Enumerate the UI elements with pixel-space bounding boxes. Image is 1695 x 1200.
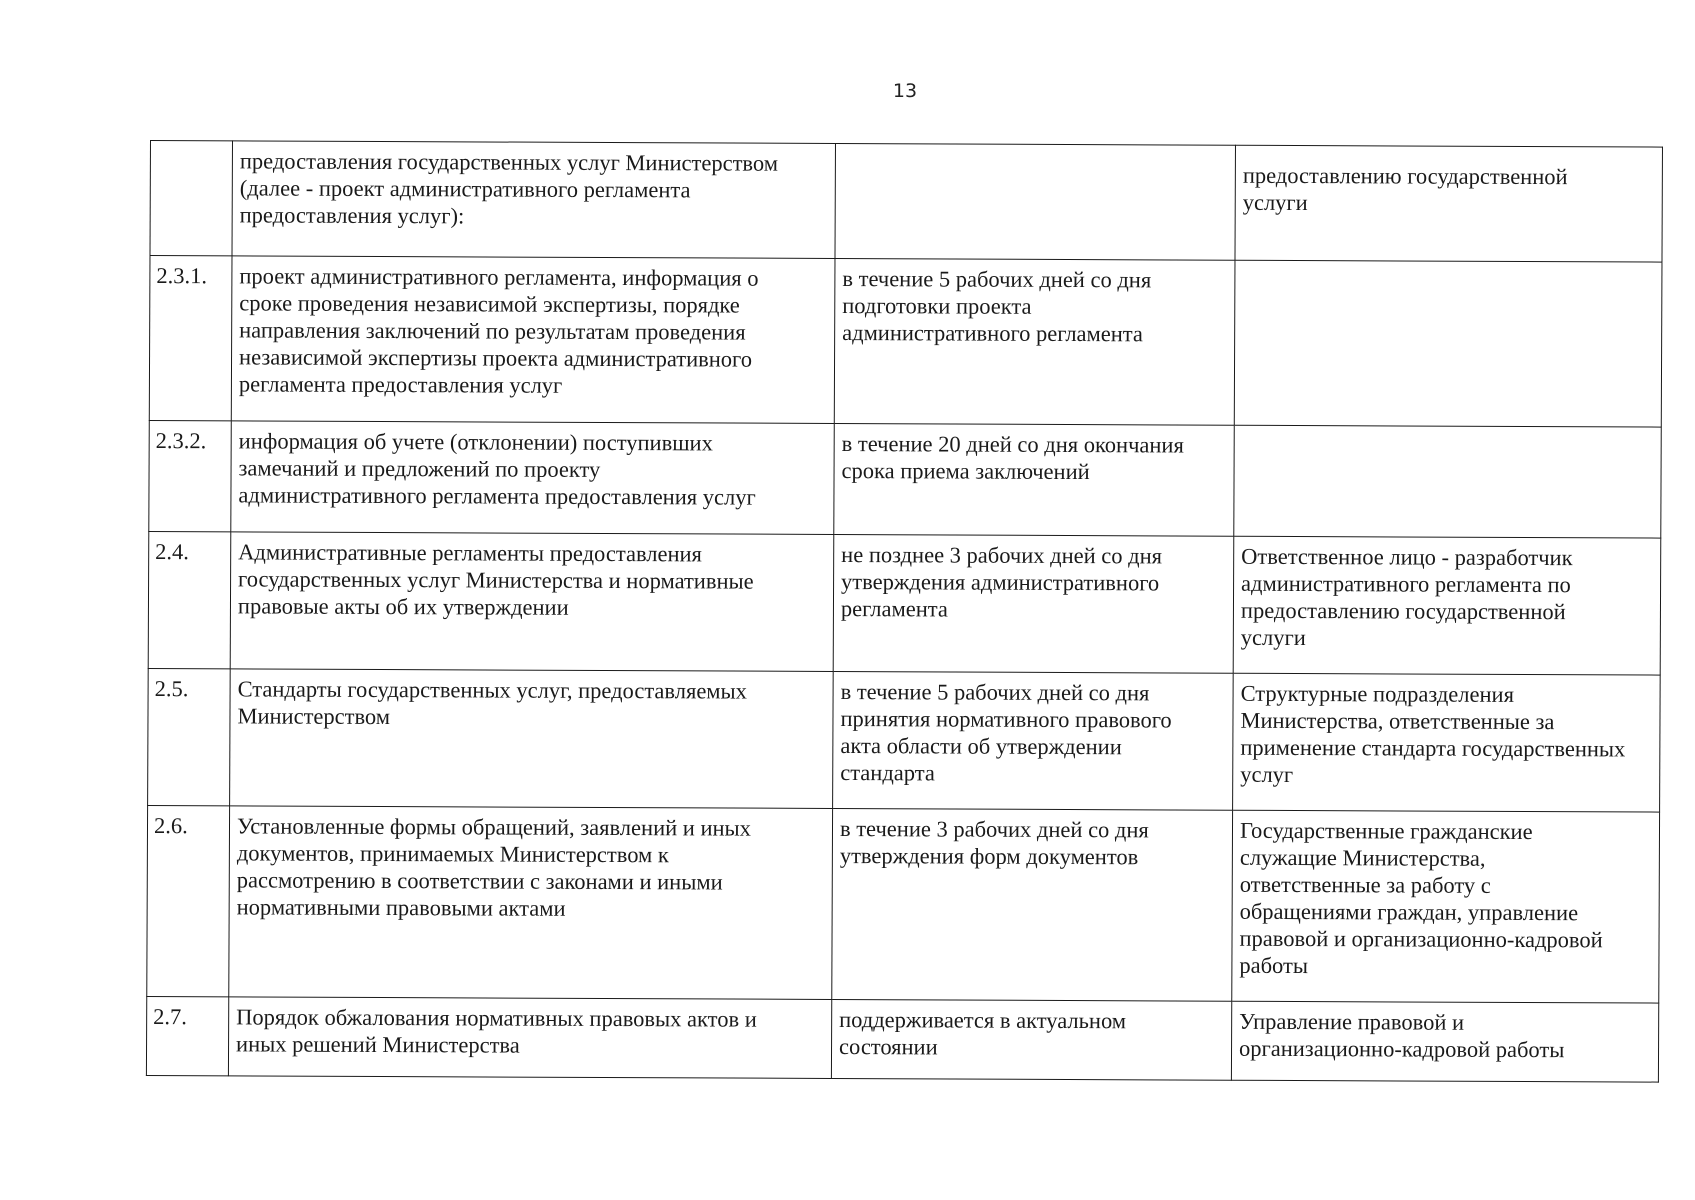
row-number-cell: 2.3.2. bbox=[149, 420, 231, 531]
table-row bbox=[148, 531, 1661, 675]
deadline-cell: поддерживается в актуальном состоянии bbox=[831, 999, 1231, 1080]
responsible-cell: Управление правовой и организационно-кадровой работы bbox=[1231, 1001, 1658, 1082]
page-number: 13 bbox=[892, 80, 918, 102]
deadline-cell: в течение 5 рабочих дней со дня принятия нормативного правового акта области об утверждении стандарта bbox=[833, 671, 1234, 810]
table-row bbox=[149, 256, 1662, 428]
row-number-cell: 2.3.1. bbox=[149, 256, 232, 421]
row-number-cell: 2.4. bbox=[148, 531, 231, 668]
document-name-cell: предоставления государственных услуг Министерством (далее - проект административного регламента предоставления услуг): bbox=[232, 141, 835, 259]
document-name-cell: Стандарты государственных услуг, предоставляемых Министерством bbox=[230, 669, 834, 809]
deadline-cell: в течение 20 дней со дня окончания срока приема заключений bbox=[834, 423, 1234, 536]
responsible-cell bbox=[1234, 260, 1662, 427]
responsible-cell: Государственные гражданские служащие Министерства, ответственные за работу с обращениями граждан, управление правовой и организационно-кадровой работы bbox=[1232, 810, 1660, 1003]
document-name-cell: информация об учете (отклонении) поступивших замечаний и предложений по проекту административного регламента предоставления услуг bbox=[231, 421, 834, 535]
responsible-cell: предоставлению государственной услуги bbox=[1235, 145, 1662, 262]
responsible-cell: Структурные подразделения Министерства, ответственные за применение стандарта государственных услуг bbox=[1233, 673, 1661, 812]
responsible-cell bbox=[1234, 425, 1661, 538]
table-row bbox=[149, 420, 1661, 538]
row-number-cell: 2.5. bbox=[148, 668, 231, 805]
document-name-cell: Административные регламенты предоставления государственных услуг Министерства и нормативные правовые акты об их утверждении bbox=[230, 532, 834, 672]
table-row bbox=[147, 805, 1660, 1003]
responsible-cell: Ответственное лицо - разработчик административного регламента по предоставлению государственной услуги bbox=[1233, 536, 1661, 675]
table-row bbox=[146, 996, 1658, 1082]
table-row bbox=[150, 141, 1662, 263]
row-number-cell bbox=[150, 141, 233, 256]
deadline-cell: в течение 5 рабочих дней со дня подготовки проекта административного регламента bbox=[834, 258, 1235, 425]
document-name-cell: Установленные формы обращений, заявлений и иных документов, принимаемых Министерством к рассмотрению в соответствии с законами и иными нормативными правовыми актами bbox=[229, 806, 833, 1000]
row-number-cell: 2.7. bbox=[146, 996, 228, 1075]
deadline-cell: не позднее 3 рабочих дней со дня утверждения административного регламента bbox=[833, 534, 1234, 673]
table-row bbox=[148, 668, 1661, 812]
row-number-cell: 2.6. bbox=[147, 805, 230, 996]
document-name-cell: Порядок обжалования нормативных правовых актов и иных решений Министерства bbox=[228, 997, 831, 1079]
regulations-table bbox=[146, 140, 1663, 1083]
document-name-cell: проект административного регламента, информация о сроке проведения независимой экспертизы, порядке направления заключений по результатам проведения независимой экспертизы проекта административного регламента предоставления услуг bbox=[231, 256, 835, 424]
deadline-cell bbox=[835, 143, 1235, 260]
deadline-cell: в течение 3 рабочих дней со дня утверждения форм документов bbox=[832, 808, 1233, 1001]
